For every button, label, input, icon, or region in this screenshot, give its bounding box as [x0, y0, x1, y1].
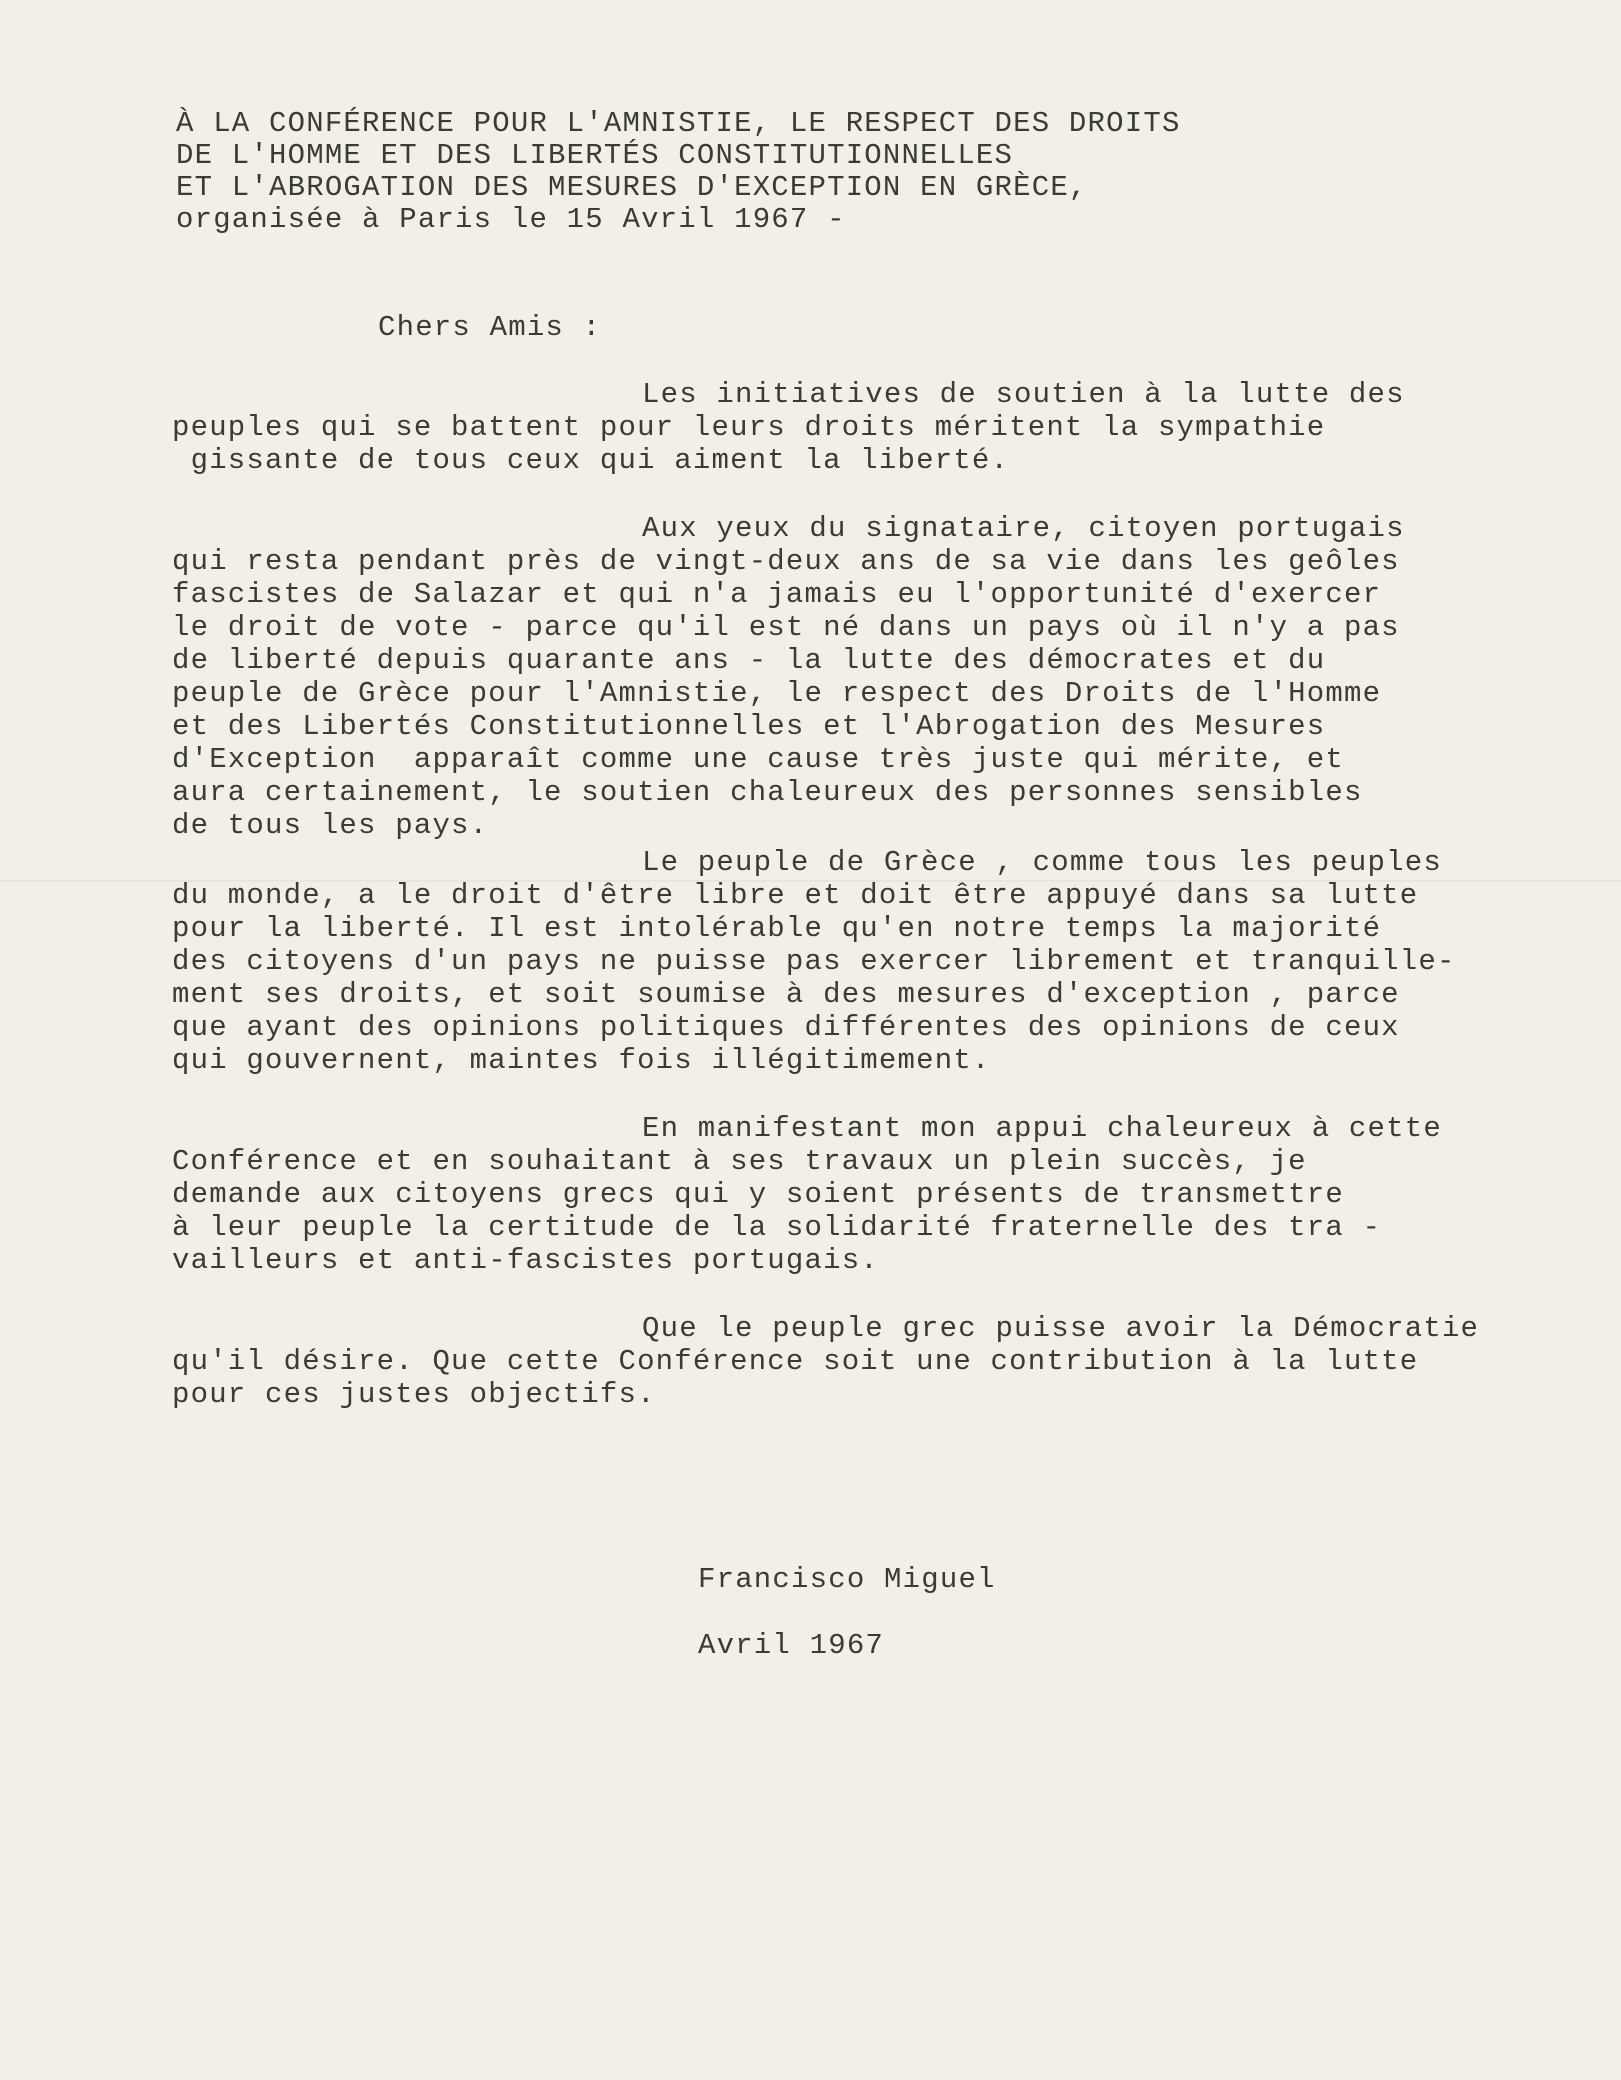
paragraph-line: pour ces justes objectifs.	[172, 1378, 656, 1411]
signature-name: Francisco Miguel	[698, 1563, 996, 1596]
paragraph-line: qui gouvernent, maintes fois illégitimement.	[172, 1044, 991, 1077]
header-line: DE L'HOMME ET DES LIBERTÉS CONSTITUTIONNELLES	[176, 139, 1014, 172]
paragraph-line: du monde, a le droit d'être libre et doit être appuyé dans sa lutte	[172, 879, 1419, 912]
paragraph-line: En manifestant mon appui chaleureux à cette	[642, 1112, 1442, 1145]
paragraph-line: aura certainement, le soutien chaleureux des personnes sensibles	[172, 776, 1363, 809]
paragraph-line: qui resta pendant près de vingt-deux ans de sa vie dans les geôles	[172, 545, 1400, 578]
paragraph-line: gissante de tous ceux qui aiment la liberté.	[172, 444, 1010, 477]
paragraph-line: pour la liberté. Il est intolérable qu'en notre temps la majorité	[172, 912, 1382, 945]
paragraph-line: peuples qui se battent pour leurs droits méritent la sympathie	[172, 411, 1326, 444]
paragraph	[172, 846, 1592, 1077]
paragraph-line: Aux yeux du signataire, citoyen portugais	[642, 512, 1405, 545]
paragraph-line: que ayant des opinions politiques différentes des opinions de ceux	[172, 1011, 1400, 1044]
paragraph-line: fascistes de Salazar et qui n'a jamais eu l'opportunité d'exercer	[172, 578, 1382, 611]
paragraph-line: à leur peuple la certitude de la solidarité fraternelle des tra -	[172, 1211, 1382, 1244]
paragraph-line: ment ses droits, et soit soumise à des mesures d'exception , parce	[172, 978, 1400, 1011]
paragraph-line: peuple de Grèce pour l'Amnistie, le respect des Droits de l'Homme	[172, 677, 1382, 710]
paragraph-line: Que le peuple grec puisse avoir la Démocratie	[642, 1312, 1480, 1345]
paragraph	[172, 378, 1592, 477]
paragraph	[172, 1112, 1592, 1277]
paragraph-line: et des Libertés Constitutionnelles et l'Abrogation des Mesures	[172, 710, 1326, 743]
letter-header	[176, 108, 1376, 236]
header-line: organisée à Paris le 15 Avril 1967 -	[176, 203, 846, 236]
header-line: ET L'ABROGATION DES MESURES D'EXCEPTION EN GRÈCE,	[176, 171, 1088, 204]
paragraph-line: qu'il désire. Que cette Conférence soit une contribution à la lutte	[172, 1345, 1419, 1378]
paragraph-line: de tous les pays.	[172, 809, 489, 842]
paragraph-line: des citoyens d'un pays ne puisse pas exercer librement et tranquille-	[172, 945, 1456, 978]
paragraph-line: de liberté depuis quarante ans - la lutte des démocrates et du	[172, 644, 1326, 677]
signature-date: Avril 1967	[698, 1629, 885, 1662]
paragraph-line: demande aux citoyens grecs qui y soient présents de transmettre	[172, 1178, 1344, 1211]
salutation: Chers Amis :	[378, 311, 602, 344]
paragraph-line: Le peuple de Grèce , comme tous les peuples	[642, 846, 1442, 879]
paragraph	[172, 512, 1592, 842]
paragraph	[172, 1312, 1592, 1411]
paragraph-line: Les initiatives de soutien à la lutte des	[642, 378, 1405, 411]
paragraph-line: Conférence et en souhaitant à ses travaux un plein succès, je	[172, 1145, 1307, 1178]
paragraph-line: vailleurs et anti-fascistes portugais.	[172, 1244, 879, 1277]
paragraph-line: le droit de vote - parce qu'il est né dans un pays où il n'y a pas	[172, 611, 1400, 644]
paragraph-line: d'Exception apparaît comme une cause très juste qui mérite, et	[172, 743, 1344, 776]
header-line: À LA CONFÉRENCE POUR L'AMNISTIE, LE RESPECT DES DROITS	[176, 107, 1181, 140]
